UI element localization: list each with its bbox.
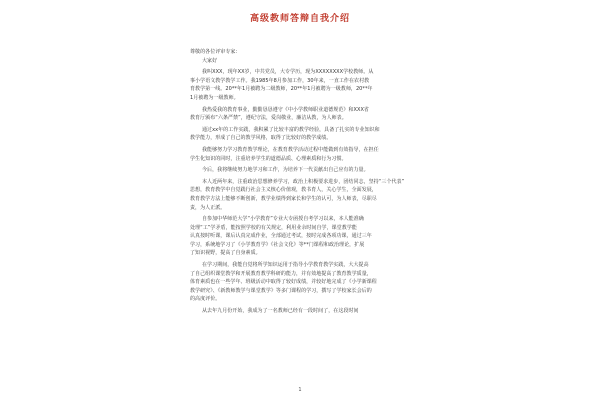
document-body bbox=[190, 48, 410, 316]
document-title: 高级教师答辩自我介绍 bbox=[249, 14, 350, 24]
text-line: 处理“工”学矛盾，能按照学校的有关规定，利用业余时间自学，课堂教学能 bbox=[190, 224, 357, 231]
text-line: 体育素质也在一些学年、班级活动中取得了较好成绩，并较好地完成了《小学新课程 bbox=[190, 279, 377, 286]
text-line: 了自己组织课堂教学和开展教育教学科研的能力，并有效地提高了教育教学质量， bbox=[190, 270, 372, 277]
text-line: 教学能力，形成了自己的教学风格，取得了比较好的教学成绩。 bbox=[190, 135, 332, 142]
text-line: 在学习期间，我能自觉将所学知识运用于指导小学教育教学实践，大大提高 bbox=[202, 262, 369, 269]
text-line: 尊敬的各位评审专家： bbox=[190, 49, 241, 55]
text-line: 认真按时听课，课后认真完成作业，全部通过考试，按时完成各项功课，通过三年 bbox=[190, 233, 372, 240]
text-line: 事小学语文教学教学工作。我1985年8月参加工作，30年来，一直工作在农村教 bbox=[190, 77, 370, 84]
text-line: 大家好 bbox=[202, 57, 218, 64]
text-line: 了知识视野，提高了自身素质。 bbox=[190, 250, 261, 257]
text-line: 责，为人正派。 bbox=[190, 204, 226, 211]
text-line: 教学研究》、《新教师教学与课堂教学》等多门课程的学习，撰写了学校家长会后的 bbox=[190, 287, 372, 294]
text-line: 的高度评价。 bbox=[190, 296, 221, 303]
text-line: 今后，我将继续努力地学习和工作，为培养下一代贡献出自己应有的力量。 bbox=[202, 167, 369, 174]
text-line: 我叫XXX，现年XX岁，中共党员，大专学历，现为XXXXXXXX学校教师。从 bbox=[202, 69, 374, 76]
page-number: 1 bbox=[298, 387, 302, 393]
text-line: 学生化知识的同时，注重培养学生的道德品质、心理素质和行为习惯。 bbox=[190, 155, 347, 162]
text-line: 育教学第一线。20**年1月被聘为二级教师，20**年1月被聘为一级教师，20**年 bbox=[190, 86, 373, 93]
text-line: 本人近两年来，注重政治思想修养学习，政治上积极要求进步，团结同志，坚持“三个代表” bbox=[202, 178, 405, 185]
text-line: 教育教学方法上能够不断创新，教学业绩得到家长和学生的认可，为人师表，尽职尽 bbox=[190, 195, 377, 202]
text-line: 我能够努力学习教育教学理论，在教育教学活动过程中能做到有效指导，在担任 bbox=[202, 146, 379, 153]
text-line: 教育厅颁布“六条严禁”，遵纪守法，爱岗敬业，廉洁从教，为人师表。 bbox=[190, 115, 347, 122]
text-line: 学习，系统地学习了《小学教育学》《社会文化》等**门课程和政治理论，扩展 bbox=[190, 241, 365, 248]
text-line: 我热爱我的教育事业，勤勤恳恳遵守《中小学教师职业道德规范》和XXX省 bbox=[202, 106, 369, 113]
text-line: 从去年九月份开始，我成为了一名教师已经有一段时间了，在这段时间 bbox=[202, 308, 359, 315]
text-line: 自参加中华师范大学“小学教育”专业大专函授自考学习以来，本人能准确 bbox=[202, 216, 364, 223]
text-line: 1月被聘为一级教师。 bbox=[190, 94, 239, 101]
text-line: 通过xx年的工作实践，我积累了比较丰富的教学经验，具备了扎实的专业知识和 bbox=[202, 126, 380, 133]
text-line: 思想，教育教学中自觉践行社会主义核心价值观，教书育人，关心学生，全面发展， bbox=[190, 187, 377, 194]
